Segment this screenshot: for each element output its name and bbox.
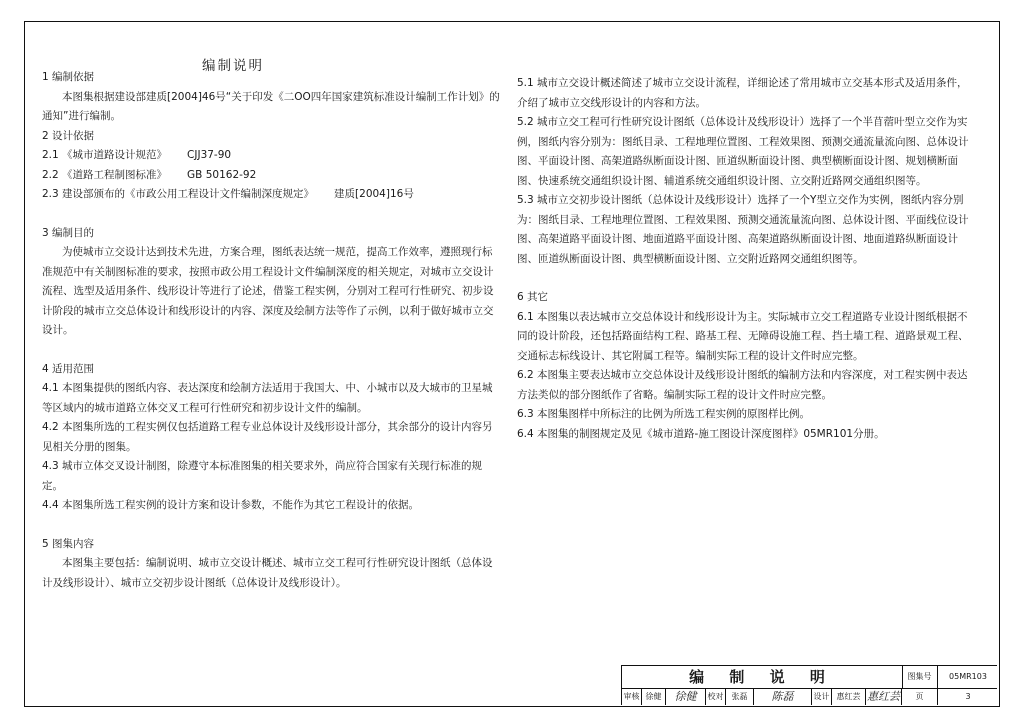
review-label: 审核: [622, 688, 642, 705]
page-label: 页: [902, 688, 938, 705]
designer-signature: 惠红芸: [867, 690, 900, 703]
section-6-item: 6.3 本图集图样中所标注的比例为所选工程实例的原图样比例。: [517, 408, 811, 420]
check-label: 校对: [706, 688, 726, 705]
standard-code: 建质[2004]16号: [334, 188, 414, 200]
checker-signature: 陈磊: [754, 688, 812, 705]
section-4-item: 4.1 本图集提供的图纸内容、表达深度和绘制方法适用于我国大、中、小城市以及大城市的卫星城等区域内的城市道路立体交叉工程可行性研究和初步设计文件的编制。: [42, 382, 493, 414]
section-4-heading: 4 适用范围: [42, 362, 95, 375]
section-6-item: 6.2 本图集主要表达城市立交总体设计及线形设计图纸的编制方法和内容深度，对工程实例中表达方法类似的部分图纸作了省略。编制实际工程的设计文件时应完整。: [517, 369, 968, 401]
section-1-body: 本图集根据建设部建质[2004]46号“关于印发《二OO四年国家建筑标准设计编制工作计划》的通知”进行编制。: [42, 90, 500, 122]
section-1-heading: 1 编制依据: [42, 71, 95, 83]
section-5-body: 本图集主要包括：编制说明、城市立交设计概述、城市立交工程可行性研究设计图纸（总体设计及线形设计）、城市立交初步设计图纸（总体设计及线形设计）。: [42, 557, 493, 589]
document-title: 编制说明: [202, 58, 264, 74]
title-block: [621, 665, 997, 705]
standard-name: 2.2 《道路工程制图标准》: [42, 168, 168, 181]
section-5-heading: 5 图集内容: [42, 537, 95, 550]
right-column: [517, 74, 972, 444]
designer-name: 惠红芸: [832, 688, 866, 705]
section-5-subitem: 5.3 城市立交初步设计图纸（总体设计及线形设计）选择了一个Y型立交作为实例，图纸内容分别为：图纸目录、工程地理位置图、工程效果图、预测交通流量流向图、总体设计图、平面线位设计图、高架道路平面设计图、地面道路平面设计图、高架道路纵断面设计图、地面道路纵断面设计图、匝道纵断面设计图、典型横断面设计图、立交附近路网交通组织图等。: [517, 194, 969, 265]
section-5-subitem: 5.2 城市立交工程可行性研究设计图纸（总体设计及线形设计）选择了一个半苜蓿叶型立交作为实例，图纸内容分别为：图纸目录、工程地理位置图、工程效果图、预测交通流量流向图、总体设计图、平面设计图、高架道路纵断面设计图、匝道纵断面设计图、典型横断面设计图、规划横断面图、快速系统交通组织设计图、辅道系统交通组织设计图、立交附近路网交通组织图等。: [517, 116, 969, 187]
page-number: 3: [965, 692, 971, 701]
section-6-item: 6.4 本图集的制图规定及见《城市道路-施工图设计深度图样》05MR101分册。: [517, 427, 885, 440]
section-5-subitem: 5.1 城市立交设计概述简述了城市立交设计流程，详细论述了常用城市立交基本形式及适用条件，介绍了城市立交线形设计的内容和方法。: [517, 77, 968, 109]
left-column: [42, 68, 500, 593]
standard-name: 2.3 建设部颁布的《市政公用工程设计文件编制深度规定》: [42, 188, 315, 200]
reviewer-signature: 徐健: [666, 688, 706, 705]
section-2-item: [42, 146, 500, 166]
section-2-item: [42, 166, 500, 186]
section-3-body: 为使城市立交设计达到技术先进，方案合理，图纸表达统一规范，提高工作效率，遵照现行标准规范中有关制图标准的要求，按照市政公用工程设计文件编制深度的相关规定，对城市立交设计流程、选型及适用条件、线形设计等进行了论述，借鉴工程实例，分别对工程可行性研究、初步设计阶段的城市立交总体设计和线形设计的内容、深度及绘制方法等作了示例，以利于做好城市立交设计。: [42, 246, 494, 336]
section-2-item: [42, 185, 500, 205]
section-4-item: 4.2 本图集所选的工程实例仅包括道路工程专业总体设计及线形设计部分，其余部分的设计内容另见相关分册的图集。: [42, 421, 493, 453]
standard-code: GB 50162-92: [187, 168, 257, 181]
atlas-number-label: 图集号: [902, 666, 938, 688]
standard-code: CJJ37-90: [187, 149, 232, 161]
title-block-bottom-row: [622, 688, 997, 705]
section-3-heading: 3 编制目的: [42, 226, 95, 239]
section-6-item: 6.1 本图集以表达城市立交总体设计和线形设计为主。实际城市立交工程道路专业设计图纸根据不同的设计阶段，还包括路面结构工程、路基工程、无障碍设施工程、挡土墙工程、道路景观工程、交通标志标线设计、其它附属工程等。编制实际工程的设计文件时应完整。: [517, 310, 969, 362]
section-4-item: 4.3 城市立体交叉设计制图，除遵守本标准图集的相关要求外，尚应符合国家有关现行标准的规定。: [42, 460, 483, 492]
title-block-top-row: [622, 666, 997, 689]
reviewer-name: 徐健: [642, 688, 666, 705]
checker-name: 张磊: [726, 688, 754, 705]
section-6-heading: 6 其它: [517, 291, 549, 303]
standard-name: 2.1 《城市道路设计规范》: [42, 149, 168, 161]
title-block-title: 编 制 说 明: [622, 666, 903, 688]
section-4-item: 4.4 本图集所选工程实例的设计方案和设计参数，不能作为其它工程设计的依据。: [42, 499, 420, 511]
design-label: 设计: [812, 688, 832, 705]
section-2-heading: 2 设计依据: [42, 129, 95, 142]
atlas-number: 05MR103: [949, 672, 987, 681]
